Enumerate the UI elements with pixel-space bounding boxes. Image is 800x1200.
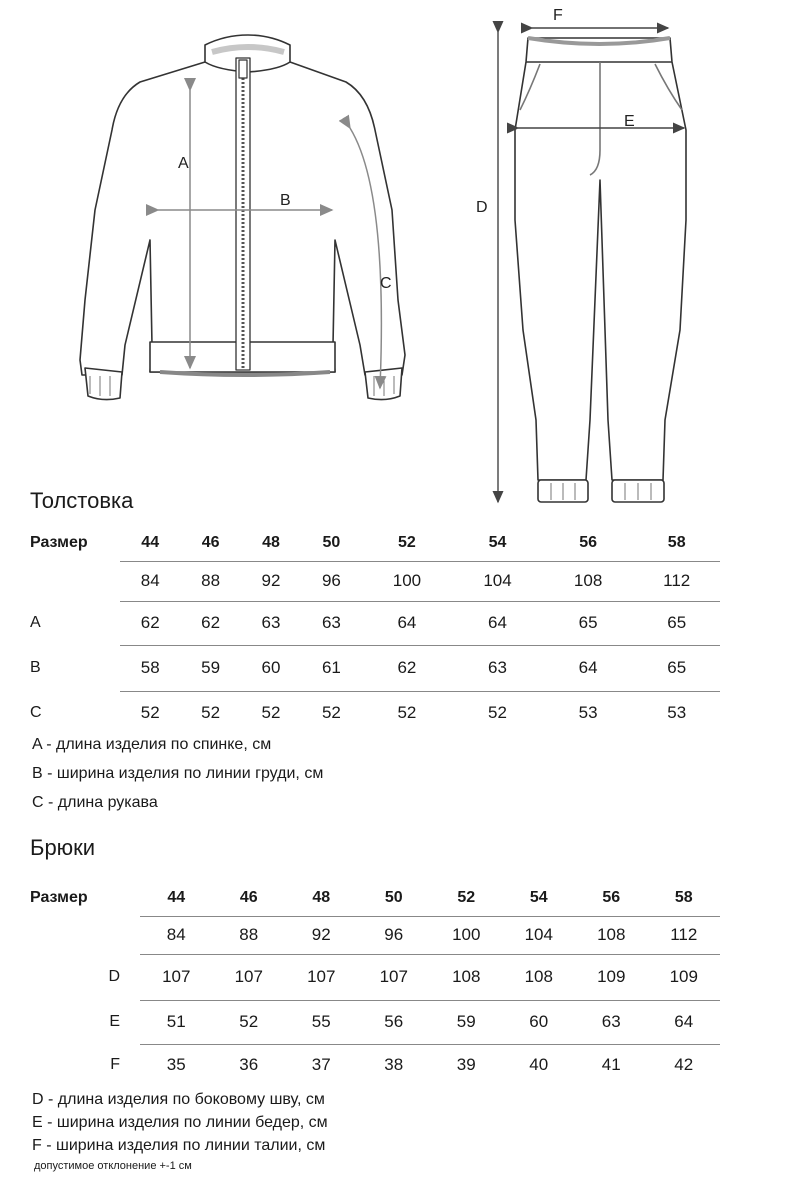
table-cell: 58 <box>120 645 180 691</box>
table-cell: 56 <box>358 1000 431 1044</box>
row-label <box>30 561 120 601</box>
legend-item: C - длина рукава <box>32 794 158 811</box>
table-row <box>30 561 720 601</box>
table-cell: 60 <box>503 1000 576 1044</box>
table-cell: 62 <box>120 601 180 645</box>
pants-legend <box>32 1088 328 1157</box>
table-cell: 55 <box>285 1000 358 1044</box>
table-cell: 104 <box>452 561 543 601</box>
table-cell: 108 <box>575 916 648 954</box>
table-cell: 92 <box>241 561 301 601</box>
table-cell: 107 <box>213 954 286 1000</box>
label-c: C <box>380 275 392 292</box>
table-row <box>30 691 720 735</box>
tolerance-note: допустимое отклонение +-1 см <box>34 1160 192 1172</box>
row-label <box>30 916 140 954</box>
table-row <box>30 1044 720 1086</box>
table-cell: 63 <box>575 1000 648 1044</box>
table-cell: 52 <box>140 703 160 723</box>
table-cell: 84 <box>140 916 213 954</box>
size-header: Размер <box>30 889 88 906</box>
table-cell: 52 <box>213 1000 286 1044</box>
table-cell: 64 <box>648 1000 721 1044</box>
size-cell: 52 <box>430 880 503 916</box>
table-cell: 100 <box>430 916 503 954</box>
table-cell: 42 <box>674 1055 694 1075</box>
size-cell: 44 <box>140 880 213 916</box>
table-cell: 62 <box>362 645 453 691</box>
size-header: Размер <box>30 534 88 551</box>
size-cell: 48 <box>241 525 301 561</box>
table-cell: 52 <box>201 703 221 723</box>
table-cell: 109 <box>575 954 648 1000</box>
legend-item: B - ширина изделия по линии груди, см <box>32 765 324 782</box>
table-row <box>30 880 720 916</box>
table-cell: 64 <box>362 601 453 645</box>
pants-illustration <box>515 38 686 502</box>
table-cell: 96 <box>301 561 361 601</box>
table-cell: 37 <box>311 1055 331 1075</box>
row-label: C <box>30 704 42 721</box>
table-cell: 112 <box>633 561 720 601</box>
table-cell: 84 <box>120 561 180 601</box>
garment-diagram <box>0 0 800 520</box>
table-cell: 59 <box>430 1000 503 1044</box>
table-cell: 63 <box>452 645 543 691</box>
table-cell: 107 <box>140 954 213 1000</box>
table-cell: 65 <box>543 601 634 645</box>
table-cell: 60 <box>241 645 301 691</box>
table-row <box>30 954 720 1000</box>
table-cell: 65 <box>633 601 720 645</box>
table-cell: 107 <box>358 954 431 1000</box>
label-d: D <box>476 199 488 216</box>
table-row <box>30 645 720 691</box>
table-row <box>30 1000 720 1044</box>
size-cell: 48 <box>285 880 358 916</box>
table-cell: 92 <box>285 916 358 954</box>
label-e: E <box>624 113 635 130</box>
row-label: E <box>109 1013 120 1030</box>
table-cell: 112 <box>648 916 721 954</box>
table-cell: 108 <box>543 561 634 601</box>
table-cell: 63 <box>241 601 301 645</box>
legend-item: D - длина изделия по боковому шву, см <box>32 1091 325 1108</box>
table-cell: 53 <box>667 703 687 723</box>
size-cell: 54 <box>503 880 576 916</box>
size-cell: 44 <box>120 525 180 561</box>
size-cell: 46 <box>180 525 240 561</box>
size-cell: 46 <box>213 880 286 916</box>
table-row <box>30 601 720 645</box>
table-cell: 36 <box>239 1055 259 1075</box>
table-cell: 65 <box>633 645 720 691</box>
table-cell: 35 <box>166 1055 186 1075</box>
table-cell: 38 <box>384 1055 404 1075</box>
size-cell: 58 <box>633 525 720 561</box>
row-label: D <box>108 968 120 985</box>
size-cell: 56 <box>575 880 648 916</box>
table-row <box>30 525 720 561</box>
row-label: F <box>110 1056 120 1073</box>
table-cell: 64 <box>543 645 634 691</box>
jacket-illustration <box>80 35 405 400</box>
table-cell: 52 <box>321 703 341 723</box>
table-cell: 61 <box>301 645 361 691</box>
table-cell: 63 <box>301 601 361 645</box>
table-cell: 108 <box>430 954 503 1000</box>
size-cell: 58 <box>648 880 721 916</box>
row-label: B <box>30 659 41 676</box>
legend-item: E - ширина изделия по линии бедер, см <box>32 1114 328 1131</box>
legend-item: F - ширина изделия по линии талии, см <box>32 1137 326 1154</box>
table-cell: 108 <box>503 954 576 1000</box>
size-cell: 50 <box>358 880 431 916</box>
table-cell: 40 <box>529 1055 549 1075</box>
table-cell: 59 <box>180 645 240 691</box>
table-cell: 52 <box>261 703 281 723</box>
sweatshirt-title: Толстовка <box>30 488 134 513</box>
label-b: B <box>280 192 291 209</box>
legend-item: A - длина изделия по спинке, см <box>32 736 272 753</box>
table-row <box>30 916 720 954</box>
size-cell: 56 <box>543 525 634 561</box>
table-cell: 96 <box>358 916 431 954</box>
size-cell: 52 <box>362 525 453 561</box>
size-cell: 50 <box>301 525 361 561</box>
pants-size-table <box>30 880 720 1086</box>
table-cell: 39 <box>456 1055 476 1075</box>
table-cell: 53 <box>578 703 598 723</box>
table-cell: 64 <box>452 601 543 645</box>
table-cell: 51 <box>140 1000 213 1044</box>
table-cell: 62 <box>180 601 240 645</box>
sweatshirt-legend <box>32 730 323 817</box>
table-cell: 100 <box>362 561 453 601</box>
row-label: A <box>30 614 41 631</box>
label-a: A <box>178 155 189 172</box>
label-f: F <box>553 7 563 24</box>
table-cell: 52 <box>397 703 417 723</box>
table-cell: 88 <box>180 561 240 601</box>
table-cell: 88 <box>213 916 286 954</box>
table-cell: 52 <box>488 703 507 723</box>
sweatshirt-size-table <box>30 525 720 735</box>
table-cell: 104 <box>503 916 576 954</box>
size-cell: 54 <box>452 525 543 561</box>
pants-title: Брюки <box>30 835 96 860</box>
table-cell: 109 <box>648 954 721 1000</box>
table-cell: 41 <box>601 1055 621 1075</box>
table-cell: 107 <box>285 954 358 1000</box>
